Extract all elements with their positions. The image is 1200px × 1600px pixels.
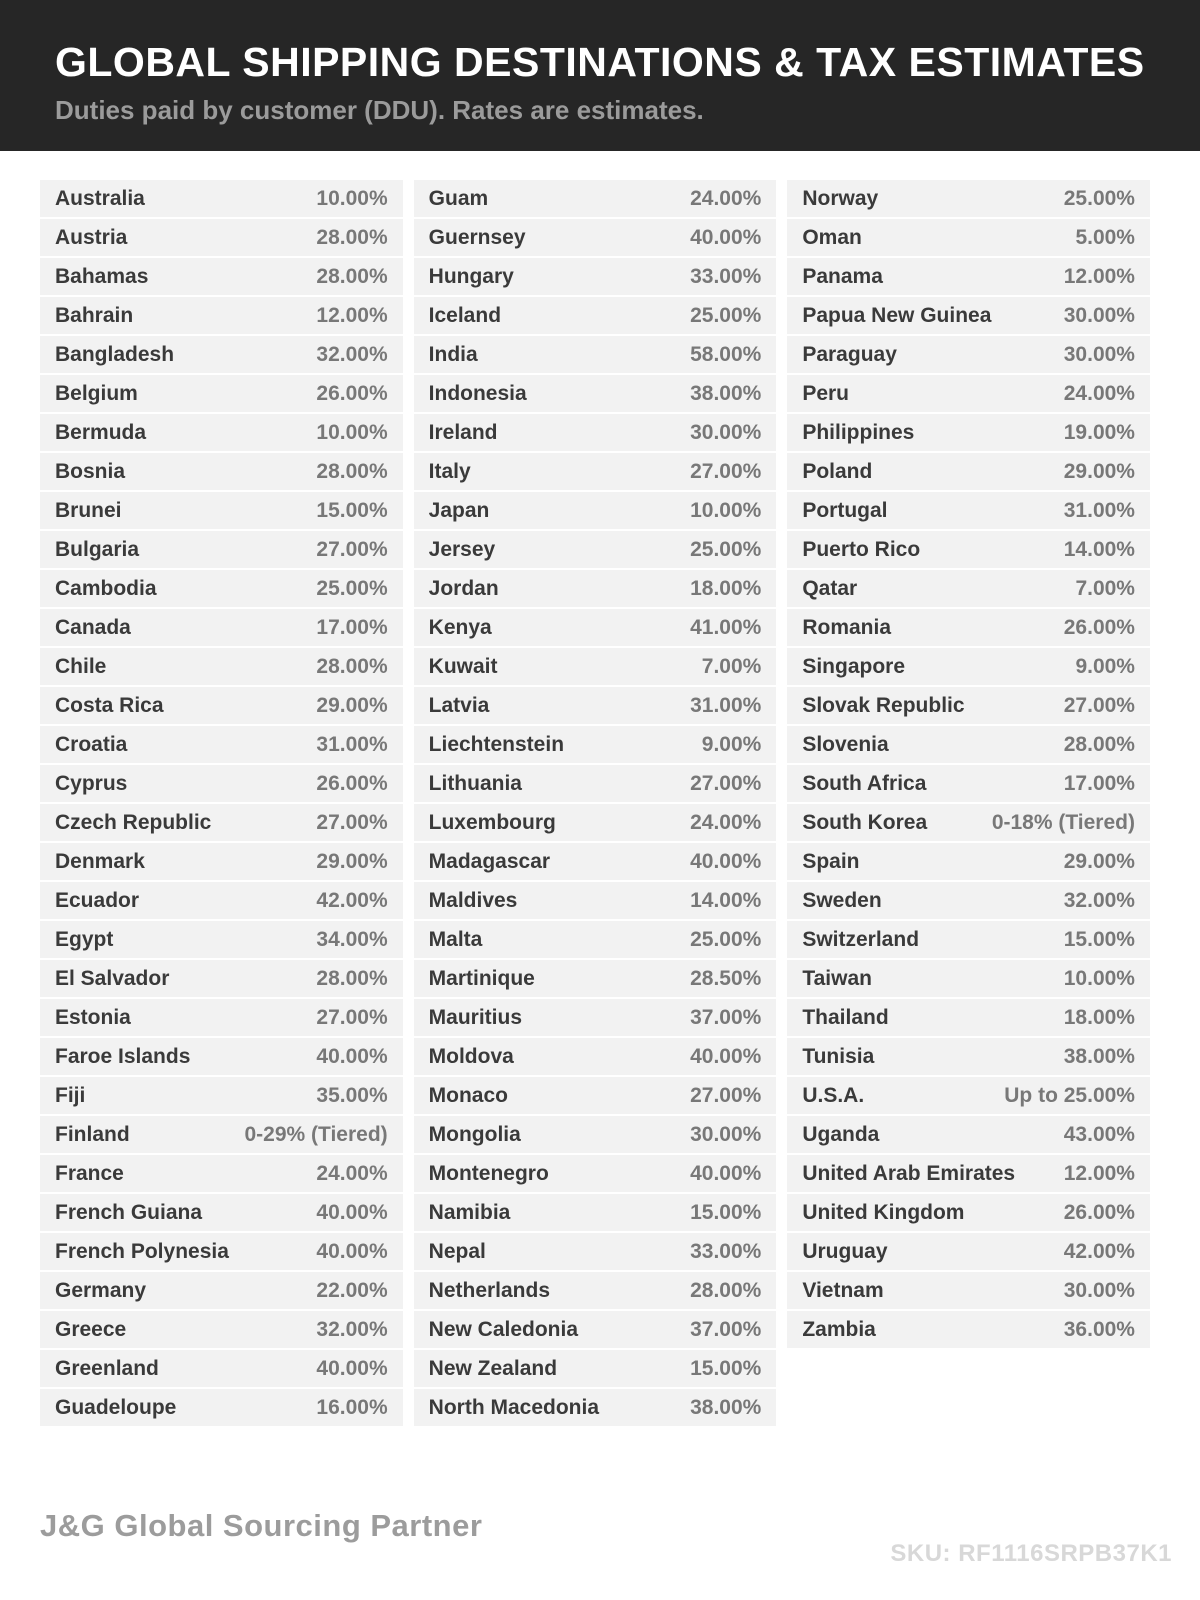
tax-rate: 26.00%	[1063, 1200, 1135, 1224]
country-name: Czech Republic	[55, 810, 212, 834]
tax-rate: 28.00%	[316, 459, 388, 483]
table-row	[414, 492, 777, 529]
country-name: Egypt	[55, 927, 114, 951]
table-row	[787, 960, 1150, 997]
tax-rate: 43.00%	[1063, 1122, 1135, 1146]
table-row	[414, 375, 777, 412]
tax-rate: 12.00%	[316, 303, 388, 327]
table-row	[787, 1311, 1150, 1348]
country-name: Guernsey	[428, 225, 526, 249]
table-row	[40, 609, 403, 646]
tax-rate: 9.00%	[1075, 654, 1135, 678]
tax-rate: 34.00%	[316, 927, 388, 951]
table-row	[414, 1350, 777, 1387]
table-row	[40, 1038, 403, 1075]
table-row	[414, 726, 777, 763]
table-row	[40, 1116, 403, 1153]
page-subtitle: Duties paid by customer (DDU). Rates are estimates.	[55, 95, 704, 126]
tax-rate: 24.00%	[1063, 381, 1135, 405]
table-row	[787, 804, 1150, 841]
tax-rate: 42.00%	[1063, 1239, 1135, 1263]
country-name: French Guiana	[55, 1200, 203, 1224]
country-name: New Zealand	[428, 1356, 558, 1380]
table-row	[414, 921, 777, 958]
table-row	[40, 375, 403, 412]
table-row	[787, 180, 1150, 217]
tax-rate: 40.00%	[316, 1239, 388, 1263]
tax-rate: 33.00%	[690, 264, 762, 288]
country-name: Luxembourg	[428, 810, 556, 834]
table-row	[787, 336, 1150, 373]
table-row	[787, 492, 1150, 529]
tax-rate: 28.00%	[316, 264, 388, 288]
table-row	[414, 180, 777, 217]
tax-rate: 31.00%	[1063, 498, 1135, 522]
table-row	[414, 258, 777, 295]
tax-rate: 19.00%	[1063, 420, 1135, 444]
country-name: United Arab Emirates	[802, 1161, 1016, 1185]
country-name: France	[55, 1161, 124, 1185]
tax-rate: 33.00%	[690, 1239, 762, 1263]
country-name: Bahamas	[55, 264, 149, 288]
table-row	[40, 258, 403, 295]
country-name: Mongolia	[428, 1122, 521, 1146]
country-name: Spain	[802, 849, 860, 873]
country-name: Panama	[802, 264, 883, 288]
tax-rate: 27.00%	[316, 537, 388, 561]
tax-rate: 30.00%	[1063, 1278, 1135, 1302]
table-row	[787, 1272, 1150, 1309]
table-row	[787, 375, 1150, 412]
tax-rate: 14.00%	[1063, 537, 1135, 561]
footer-sku: SKU: RF1116SRPB37K1	[890, 1540, 1172, 1567]
tax-rate: 32.00%	[316, 1317, 388, 1341]
table-row	[414, 765, 777, 802]
tax-rate: 22.00%	[316, 1278, 388, 1302]
tax-rate: 24.00%	[316, 1161, 388, 1185]
country-name: Montenegro	[428, 1161, 549, 1185]
tax-rate: 28.00%	[316, 225, 388, 249]
table-row	[414, 843, 777, 880]
table-row	[40, 1350, 403, 1387]
country-name: Fiji	[55, 1083, 86, 1107]
country-name: Kenya	[428, 615, 492, 639]
country-name: Maldives	[428, 888, 518, 912]
country-name: Latvia	[428, 693, 490, 717]
country-name: Iceland	[428, 303, 502, 327]
country-name: French Polynesia	[55, 1239, 229, 1263]
page-header	[0, 0, 1200, 151]
tax-rate: 42.00%	[316, 888, 388, 912]
table-row	[414, 648, 777, 685]
table-row	[40, 531, 403, 568]
country-name: Norway	[802, 186, 879, 210]
table-row	[40, 219, 403, 256]
country-name: Bahrain	[55, 303, 134, 327]
tax-rate: 40.00%	[690, 225, 762, 249]
table-row	[787, 1077, 1150, 1114]
table-row	[414, 1116, 777, 1153]
table-row	[787, 570, 1150, 607]
table-row	[787, 765, 1150, 802]
page-title: GLOBAL SHIPPING DESTINATIONS & TAX ESTIMATES	[55, 39, 1145, 85]
tax-rate: 9.00%	[701, 732, 762, 756]
country-name: Switzerland	[802, 927, 920, 951]
table-row	[414, 1272, 777, 1309]
tax-rate: 37.00%	[690, 1005, 762, 1029]
tax-rate: 10.00%	[690, 498, 762, 522]
country-name: New Caledonia	[428, 1317, 579, 1341]
country-name: Jersey	[428, 537, 496, 561]
country-name: Hungary	[428, 264, 514, 288]
country-name: Vietnam	[802, 1278, 884, 1302]
tax-rate: 27.00%	[690, 459, 762, 483]
country-name: Bangladesh	[55, 342, 175, 366]
table-row	[787, 726, 1150, 763]
rate-column	[414, 180, 777, 1428]
country-name: Nepal	[428, 1239, 486, 1263]
country-name: Puerto Rico	[802, 537, 921, 561]
country-name: Estonia	[55, 1005, 131, 1029]
country-name: United Kingdom	[802, 1200, 965, 1224]
table-row	[787, 297, 1150, 334]
country-name: El Salvador	[55, 966, 170, 990]
table-row	[414, 609, 777, 646]
table-row	[40, 1311, 403, 1348]
table-row	[40, 297, 403, 334]
country-name: Cyprus	[55, 771, 128, 795]
table-row	[40, 960, 403, 997]
table-row	[787, 1194, 1150, 1231]
country-name: Moldova	[428, 1044, 514, 1068]
table-row	[787, 1233, 1150, 1270]
rate-column	[787, 180, 1150, 1350]
country-name: Malta	[428, 927, 483, 951]
country-name: Belgium	[55, 381, 138, 405]
table-row	[40, 180, 403, 217]
country-name: Paraguay	[802, 342, 897, 366]
table-row	[414, 804, 777, 841]
tax-rate: 10.00%	[1063, 966, 1135, 990]
tax-rate: 28.00%	[316, 654, 388, 678]
country-name: Greece	[55, 1317, 127, 1341]
country-name: Qatar	[802, 576, 858, 600]
table-row	[414, 336, 777, 373]
tax-rate: 15.00%	[690, 1356, 762, 1380]
tax-rate: 16.00%	[316, 1395, 388, 1419]
table-row	[414, 531, 777, 568]
country-name: Slovenia	[802, 732, 889, 756]
country-name: Papua New Guinea	[802, 303, 992, 327]
table-row	[40, 765, 403, 802]
tax-rate: 27.00%	[690, 771, 762, 795]
country-name: Martinique	[428, 966, 535, 990]
table-row	[414, 1389, 777, 1426]
table-row	[40, 1077, 403, 1114]
country-name: South Korea	[802, 810, 928, 834]
tax-rate: 27.00%	[316, 1005, 388, 1029]
tax-rate: 17.00%	[316, 615, 388, 639]
table-row	[787, 609, 1150, 646]
tax-rate: 27.00%	[316, 810, 388, 834]
country-name: Bosnia	[55, 459, 126, 483]
tax-rate: 35.00%	[316, 1083, 388, 1107]
table-row	[414, 960, 777, 997]
country-name: U.S.A.	[802, 1083, 865, 1107]
table-row	[787, 648, 1150, 685]
tax-rate: 7.00%	[701, 654, 762, 678]
tax-rate: 36.00%	[1063, 1317, 1135, 1341]
country-name: Sweden	[802, 888, 882, 912]
country-name: Uruguay	[802, 1239, 888, 1263]
table-row	[40, 453, 403, 490]
country-name: Taiwan	[802, 966, 872, 990]
tax-rate: 28.00%	[316, 966, 388, 990]
tax-rate: Up to 25.00%	[1004, 1083, 1135, 1107]
table-row	[787, 1038, 1150, 1075]
country-name: Singapore	[802, 654, 906, 678]
tax-rate: 26.00%	[1063, 615, 1135, 639]
table-row	[787, 531, 1150, 568]
country-name: Greenland	[55, 1356, 159, 1380]
tax-rate: 29.00%	[1063, 849, 1135, 873]
table-row	[40, 882, 403, 919]
country-name: Chile	[55, 654, 107, 678]
table-row	[40, 648, 403, 685]
tax-rate: 7.00%	[1075, 576, 1135, 600]
table-row	[414, 1155, 777, 1192]
table-row	[414, 1311, 777, 1348]
tax-rate: 31.00%	[316, 732, 388, 756]
country-name: Kuwait	[428, 654, 498, 678]
table-row	[787, 258, 1150, 295]
tax-rate: 27.00%	[690, 1083, 762, 1107]
tax-rate: 30.00%	[690, 1122, 762, 1146]
country-name: Costa Rica	[55, 693, 164, 717]
tax-rate: 40.00%	[316, 1356, 388, 1380]
table-row	[40, 414, 403, 451]
tax-rate: 25.00%	[316, 576, 388, 600]
country-name: Oman	[802, 225, 862, 249]
table-row	[414, 453, 777, 490]
table-row	[787, 1116, 1150, 1153]
table-row	[787, 843, 1150, 880]
table-row	[414, 570, 777, 607]
table-row	[414, 1194, 777, 1231]
country-name: Peru	[802, 381, 850, 405]
country-name: Mauritius	[428, 1005, 522, 1029]
tax-rate: 40.00%	[690, 1161, 762, 1185]
tax-rate: 10.00%	[316, 420, 388, 444]
country-name: Madagascar	[428, 849, 551, 873]
tax-rate: 24.00%	[690, 810, 762, 834]
tax-rate: 5.00%	[1075, 225, 1135, 249]
table-row	[787, 453, 1150, 490]
country-name: Zambia	[802, 1317, 876, 1341]
tax-rate: 38.00%	[690, 381, 762, 405]
country-name: Austria	[55, 225, 128, 249]
country-name: Ireland	[428, 420, 498, 444]
rates-table	[40, 180, 1150, 1428]
table-row	[40, 1272, 403, 1309]
tax-rate: 12.00%	[1063, 1161, 1135, 1185]
country-name: Italy	[428, 459, 471, 483]
country-name: Bermuda	[55, 420, 147, 444]
table-row	[787, 219, 1150, 256]
country-name: Australia	[55, 186, 145, 210]
country-name: Uganda	[802, 1122, 880, 1146]
table-row	[40, 726, 403, 763]
tax-rate: 25.00%	[690, 537, 762, 561]
tax-rate: 15.00%	[1063, 927, 1135, 951]
table-row	[414, 882, 777, 919]
tax-rate: 28.50%	[690, 966, 762, 990]
tax-rate: 38.00%	[1063, 1044, 1135, 1068]
table-row	[40, 999, 403, 1036]
country-name: Poland	[802, 459, 873, 483]
table-row	[40, 1155, 403, 1192]
tax-rate: 30.00%	[1063, 342, 1135, 366]
table-row	[40, 843, 403, 880]
country-name: Namibia	[428, 1200, 511, 1224]
tax-rate: 29.00%	[316, 693, 388, 717]
country-name: Cambodia	[55, 576, 157, 600]
tax-rate: 0-29% (Tiered)	[244, 1122, 388, 1146]
table-row	[414, 1077, 777, 1114]
tax-rate: 18.00%	[1063, 1005, 1135, 1029]
country-name: Bulgaria	[55, 537, 140, 561]
tax-rate: 38.00%	[690, 1395, 762, 1419]
tax-rate: 40.00%	[316, 1200, 388, 1224]
tax-rate: 0-18% (Tiered)	[991, 810, 1135, 834]
tax-rate: 15.00%	[690, 1200, 762, 1224]
tax-rate: 18.00%	[690, 576, 762, 600]
tax-rate: 40.00%	[690, 849, 762, 873]
tax-rate: 26.00%	[316, 381, 388, 405]
country-name: Thailand	[802, 1005, 889, 1029]
table-row	[40, 570, 403, 607]
country-name: South Africa	[802, 771, 927, 795]
country-name: Croatia	[55, 732, 128, 756]
table-row	[414, 1233, 777, 1270]
country-name: Monaco	[428, 1083, 508, 1107]
table-row	[787, 414, 1150, 451]
country-name: Indonesia	[428, 381, 527, 405]
tax-rate: 31.00%	[690, 693, 762, 717]
tax-rate: 58.00%	[690, 342, 762, 366]
table-row	[40, 1389, 403, 1426]
country-name: Jordan	[428, 576, 499, 600]
tax-rate: 14.00%	[690, 888, 762, 912]
country-name: Tunisia	[802, 1044, 875, 1068]
rate-column	[40, 180, 403, 1428]
country-name: Slovak Republic	[802, 693, 965, 717]
country-name: Denmark	[55, 849, 145, 873]
country-name: Finland	[55, 1122, 130, 1146]
table-row	[414, 297, 777, 334]
tax-rate: 40.00%	[690, 1044, 762, 1068]
tax-rate: 26.00%	[316, 771, 388, 795]
tax-rate: 10.00%	[316, 186, 388, 210]
tax-rate: 32.00%	[316, 342, 388, 366]
country-name: Faroe Islands	[55, 1044, 191, 1068]
tax-rate: 41.00%	[690, 615, 762, 639]
table-row	[787, 921, 1150, 958]
table-row	[40, 336, 403, 373]
table-row	[787, 687, 1150, 724]
tax-rate: 28.00%	[1063, 732, 1135, 756]
country-name: Romania	[802, 615, 892, 639]
country-name: Japan	[428, 498, 490, 522]
tax-rate: 32.00%	[1063, 888, 1135, 912]
tax-rate: 12.00%	[1063, 264, 1135, 288]
tax-rate: 29.00%	[316, 849, 388, 873]
country-name: Liechtenstein	[428, 732, 565, 756]
table-row	[787, 1155, 1150, 1192]
tax-rate: 25.00%	[690, 927, 762, 951]
country-name: Brunei	[55, 498, 122, 522]
table-row	[787, 882, 1150, 919]
tax-rate: 17.00%	[1063, 771, 1135, 795]
tax-rate: 25.00%	[1063, 186, 1135, 210]
table-row	[787, 999, 1150, 1036]
country-name: Germany	[55, 1278, 147, 1302]
tax-rate: 30.00%	[690, 420, 762, 444]
table-row	[40, 921, 403, 958]
tax-rate: 24.00%	[690, 186, 762, 210]
table-row	[40, 804, 403, 841]
country-name: Portugal	[802, 498, 888, 522]
footer-brand: J&G Global Sourcing Partner	[40, 1508, 483, 1543]
country-name: North Macedonia	[428, 1395, 600, 1419]
tax-rate: 40.00%	[316, 1044, 388, 1068]
country-name: Guam	[428, 186, 489, 210]
tax-rate: 15.00%	[316, 498, 388, 522]
table-row	[414, 687, 777, 724]
country-name: Netherlands	[428, 1278, 551, 1302]
tax-rate: 30.00%	[1063, 303, 1135, 327]
country-name: Philippines	[802, 420, 915, 444]
country-name: Ecuador	[55, 888, 140, 912]
table-row	[40, 492, 403, 529]
tax-rate: 27.00%	[1063, 693, 1135, 717]
country-name: Canada	[55, 615, 131, 639]
tax-rate: 25.00%	[690, 303, 762, 327]
tax-rate: 37.00%	[690, 1317, 762, 1341]
table-row	[40, 1194, 403, 1231]
country-name: Guadeloupe	[55, 1395, 177, 1419]
table-row	[414, 414, 777, 451]
table-row	[414, 1038, 777, 1075]
tax-rate: 29.00%	[1063, 459, 1135, 483]
table-row	[414, 219, 777, 256]
tax-rate: 28.00%	[690, 1278, 762, 1302]
country-name: Lithuania	[428, 771, 522, 795]
table-row	[40, 687, 403, 724]
table-row	[414, 999, 777, 1036]
table-row	[40, 1233, 403, 1270]
country-name: India	[428, 342, 478, 366]
